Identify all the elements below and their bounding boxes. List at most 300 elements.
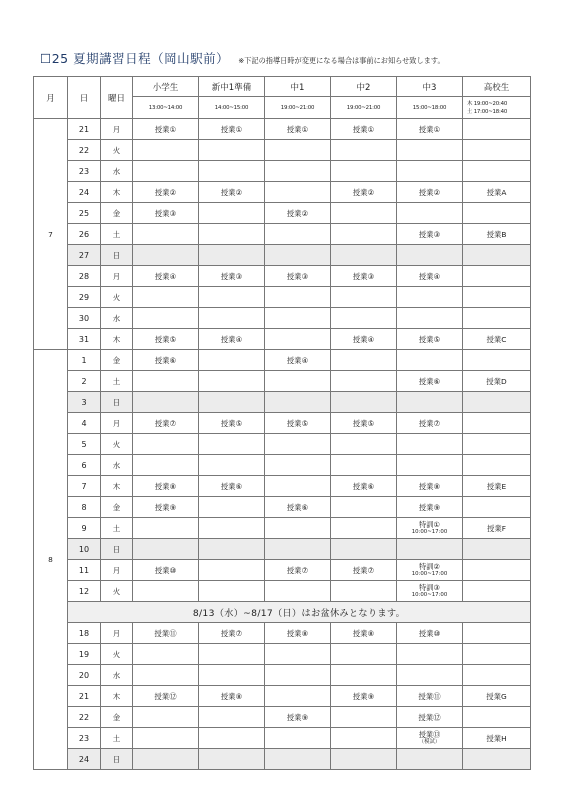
lesson-cell: 授業①	[199, 119, 265, 140]
lesson-cell	[133, 287, 199, 308]
weekday-cell: 月	[101, 119, 133, 140]
weekday-cell: 火	[101, 434, 133, 455]
lesson-cell	[265, 728, 331, 749]
weekday-cell: 木	[101, 329, 133, 350]
table-row	[34, 497, 531, 518]
table-row	[34, 728, 531, 749]
lesson-cell: 授業③	[133, 203, 199, 224]
lesson-label: 授業⑬	[418, 730, 441, 739]
lesson-cell	[331, 707, 397, 728]
lesson-cell	[331, 665, 397, 686]
header-course: 高校生	[463, 77, 531, 97]
lesson-cell	[463, 497, 531, 518]
lesson-cell	[133, 161, 199, 182]
lesson-cell: 授業③	[331, 266, 397, 287]
lesson-cell: 授業C	[463, 329, 531, 350]
lesson-cell	[265, 539, 331, 560]
lesson-cell	[397, 560, 463, 581]
course-time-line: 木 19:00~20:40	[467, 100, 508, 107]
weekday-cell: 木	[101, 686, 133, 707]
weekday-cell: 月	[101, 266, 133, 287]
weekday-cell: 金	[101, 707, 133, 728]
header-course-time	[463, 97, 531, 119]
month-cell: 7	[34, 119, 68, 350]
lesson-cell	[199, 518, 265, 539]
lesson-cell	[199, 644, 265, 665]
weekday-cell: 水	[101, 665, 133, 686]
lesson-cell: 授業⑥	[133, 350, 199, 371]
lesson-cell: 授業⑦	[199, 623, 265, 644]
lesson-cell	[133, 140, 199, 161]
lesson-cell	[331, 518, 397, 539]
lesson-cell	[133, 371, 199, 392]
lesson-cell	[265, 287, 331, 308]
lesson-cell	[331, 497, 397, 518]
lesson-cell: 授業④	[397, 266, 463, 287]
table-row	[34, 581, 531, 602]
day-cell: 23	[68, 728, 101, 749]
schedule-note: ※下記の指導日時が変更になる場合は事前にお知らせ致します。	[238, 56, 445, 65]
lesson-cell	[331, 140, 397, 161]
lesson-cell: 授業③	[265, 266, 331, 287]
lesson-cell	[463, 623, 531, 644]
lesson-cell: 授業⑧	[133, 476, 199, 497]
lesson-label: 特訓②	[419, 562, 440, 571]
schedule-title: ☐25 夏期講習日程（岡山駅前）	[40, 51, 230, 66]
lesson-cell: 授業⑦	[331, 560, 397, 581]
header-row	[34, 77, 531, 97]
day-cell: 20	[68, 665, 101, 686]
weekday-cell: 金	[101, 497, 133, 518]
table-row	[34, 287, 531, 308]
header-month: 月	[34, 77, 68, 119]
table-row	[34, 665, 531, 686]
table-row	[34, 308, 531, 329]
lesson-cell: 授業⑤	[265, 413, 331, 434]
lesson-cell	[463, 581, 531, 602]
lesson-cell: 授業B	[463, 224, 531, 245]
lesson-cell	[133, 392, 199, 413]
lesson-cell: 授業⑫	[133, 686, 199, 707]
lesson-cell: 授業⑤	[331, 413, 397, 434]
lesson-cell: 授業①	[265, 119, 331, 140]
lesson-cell	[331, 161, 397, 182]
lesson-cell	[265, 665, 331, 686]
table-row	[34, 245, 531, 266]
lesson-detail: 10:00~17:00	[411, 571, 448, 577]
lesson-cell	[397, 581, 463, 602]
table-row	[34, 350, 531, 371]
lesson-cell	[199, 497, 265, 518]
lesson-cell	[331, 728, 397, 749]
lesson-cell	[133, 245, 199, 266]
lesson-cell	[133, 665, 199, 686]
lesson-cell	[199, 560, 265, 581]
lesson-cell: 授業⑦	[133, 413, 199, 434]
lesson-cell	[463, 560, 531, 581]
holiday-banner-row	[34, 602, 531, 623]
lesson-cell	[265, 686, 331, 707]
lesson-cell	[331, 203, 397, 224]
table-row	[34, 371, 531, 392]
header-weekday: 曜日	[101, 77, 133, 119]
lesson-cell	[331, 224, 397, 245]
header-course: 中2	[331, 77, 397, 97]
lesson-cell	[397, 665, 463, 686]
lesson-cell	[397, 308, 463, 329]
lesson-label: 特訓①	[419, 520, 440, 529]
table-row	[34, 119, 531, 140]
table-row	[34, 749, 531, 770]
lesson-cell	[331, 539, 397, 560]
lesson-cell: 授業⑥	[331, 476, 397, 497]
lesson-cell: 授業③	[397, 224, 463, 245]
lesson-cell: 授業④	[331, 329, 397, 350]
lesson-cell	[463, 434, 531, 455]
lesson-cell	[199, 371, 265, 392]
weekday-cell: 金	[101, 203, 133, 224]
weekday-cell: 木	[101, 476, 133, 497]
lesson-cell	[331, 434, 397, 455]
lesson-cell	[199, 392, 265, 413]
header-day: 日	[68, 77, 101, 119]
lesson-cell	[331, 371, 397, 392]
weekday-cell: 金	[101, 350, 133, 371]
lesson-cell	[397, 455, 463, 476]
lesson-cell: 授業④	[199, 329, 265, 350]
lesson-cell: 授業⑫	[397, 707, 463, 728]
table-row	[34, 434, 531, 455]
lesson-cell	[397, 140, 463, 161]
lesson-cell: 授業②	[133, 182, 199, 203]
lesson-cell	[199, 245, 265, 266]
day-cell: 4	[68, 413, 101, 434]
lesson-cell	[265, 140, 331, 161]
weekday-cell: 土	[101, 518, 133, 539]
lesson-cell	[463, 665, 531, 686]
lesson-cell	[265, 518, 331, 539]
lesson-cell	[265, 581, 331, 602]
lesson-cell	[397, 728, 463, 749]
day-cell: 12	[68, 581, 101, 602]
header-course: 新中1準備	[199, 77, 265, 97]
lesson-cell: 授業①	[397, 119, 463, 140]
weekday-cell: 火	[101, 581, 133, 602]
header-course-time: 19:00~21:00	[265, 97, 331, 119]
table-row	[34, 140, 531, 161]
header-course: 中3	[397, 77, 463, 97]
lesson-cell	[397, 287, 463, 308]
lesson-cell	[133, 224, 199, 245]
day-cell: 29	[68, 287, 101, 308]
lesson-cell: 授業⑤	[133, 329, 199, 350]
table-row	[34, 623, 531, 644]
lesson-cell	[463, 644, 531, 665]
day-cell: 27	[68, 245, 101, 266]
table-row	[34, 413, 531, 434]
lesson-cell	[397, 161, 463, 182]
day-cell: 10	[68, 539, 101, 560]
lesson-cell: 授業⑦	[265, 560, 331, 581]
lesson-cell: 授業⑦	[397, 413, 463, 434]
lesson-label: 特訓③	[419, 583, 440, 592]
lesson-cell: 授業⑥	[265, 497, 331, 518]
day-cell: 24	[68, 182, 101, 203]
lesson-cell	[199, 707, 265, 728]
lesson-cell	[397, 434, 463, 455]
lesson-cell	[463, 413, 531, 434]
lesson-cell	[463, 287, 531, 308]
lesson-cell: 授業E	[463, 476, 531, 497]
lesson-cell	[199, 728, 265, 749]
lesson-cell	[463, 749, 531, 770]
lesson-cell	[463, 539, 531, 560]
lesson-cell	[397, 518, 463, 539]
lesson-cell	[265, 308, 331, 329]
lesson-cell	[397, 539, 463, 560]
lesson-cell	[463, 308, 531, 329]
lesson-cell	[199, 455, 265, 476]
lesson-cell: 授業⑨	[331, 686, 397, 707]
day-cell: 21	[68, 686, 101, 707]
lesson-cell	[331, 644, 397, 665]
day-cell: 25	[68, 203, 101, 224]
lesson-cell	[265, 161, 331, 182]
weekday-cell: 日	[101, 539, 133, 560]
lesson-cell: 授業F	[463, 518, 531, 539]
lesson-cell: 授業⑧	[397, 476, 463, 497]
lesson-cell: 授業⑥	[397, 371, 463, 392]
day-cell: 23	[68, 161, 101, 182]
lesson-cell	[265, 392, 331, 413]
table-row	[34, 560, 531, 581]
lesson-cell	[133, 707, 199, 728]
lesson-cell: 授業⑩	[133, 560, 199, 581]
table-row	[34, 518, 531, 539]
lesson-cell	[397, 749, 463, 770]
weekday-cell: 月	[101, 560, 133, 581]
table-row	[34, 266, 531, 287]
day-cell: 19	[68, 644, 101, 665]
day-cell: 24	[68, 749, 101, 770]
weekday-cell: 火	[101, 287, 133, 308]
lesson-cell	[199, 224, 265, 245]
lesson-cell: 授業⑤	[397, 329, 463, 350]
weekday-cell: 水	[101, 161, 133, 182]
lesson-cell: 授業⑧	[199, 686, 265, 707]
table-row	[34, 224, 531, 245]
header-course: 中1	[265, 77, 331, 97]
lesson-cell	[463, 266, 531, 287]
table-row	[34, 203, 531, 224]
lesson-detail: 10:00~17:00	[411, 592, 448, 598]
table-row	[34, 455, 531, 476]
table-row	[34, 539, 531, 560]
lesson-cell	[133, 518, 199, 539]
table-row	[34, 329, 531, 350]
day-cell: 22	[68, 140, 101, 161]
lesson-cell	[133, 728, 199, 749]
lesson-cell	[199, 161, 265, 182]
day-cell: 26	[68, 224, 101, 245]
lesson-cell: 授業③	[199, 266, 265, 287]
header-course: 小学生	[133, 77, 199, 97]
lesson-cell: 授業⑧	[265, 623, 331, 644]
day-cell: 1	[68, 350, 101, 371]
day-cell: 9	[68, 518, 101, 539]
lesson-cell: 授業⑪	[133, 623, 199, 644]
lesson-cell	[463, 245, 531, 266]
course-time-line: 土 17:00~18:40	[467, 108, 508, 115]
table-row	[34, 644, 531, 665]
day-cell: 18	[68, 623, 101, 644]
lesson-cell	[463, 161, 531, 182]
day-cell: 7	[68, 476, 101, 497]
weekday-cell: 水	[101, 455, 133, 476]
lesson-cell	[133, 539, 199, 560]
lesson-cell	[199, 140, 265, 161]
day-cell: 11	[68, 560, 101, 581]
day-cell: 28	[68, 266, 101, 287]
day-cell: 8	[68, 497, 101, 518]
lesson-detail: （模試）	[418, 739, 441, 745]
lesson-cell: 授業⑨	[397, 497, 463, 518]
lesson-cell	[397, 245, 463, 266]
lesson-cell	[265, 455, 331, 476]
lesson-cell	[133, 749, 199, 770]
table-row	[34, 707, 531, 728]
lesson-cell: 授業⑥	[199, 476, 265, 497]
table-row	[34, 392, 531, 413]
header-course-time: 15:00~18:00	[397, 97, 463, 119]
day-cell: 31	[68, 329, 101, 350]
holiday-notice: 8/13（水）~8/17（日）はお盆休みとなります。	[68, 602, 531, 623]
lesson-cell	[331, 581, 397, 602]
weekday-cell: 日	[101, 392, 133, 413]
lesson-cell	[331, 455, 397, 476]
lesson-cell	[133, 644, 199, 665]
lesson-cell	[199, 749, 265, 770]
lesson-cell	[463, 119, 531, 140]
lesson-cell	[331, 287, 397, 308]
table-row	[34, 182, 531, 203]
weekday-cell: 火	[101, 140, 133, 161]
lesson-cell	[265, 182, 331, 203]
lesson-cell	[463, 455, 531, 476]
lesson-cell: 授業④	[265, 350, 331, 371]
lesson-cell	[199, 203, 265, 224]
lesson-cell	[199, 665, 265, 686]
lesson-cell: 授業H	[463, 728, 531, 749]
weekday-cell: 土	[101, 224, 133, 245]
weekday-cell: 土	[101, 728, 133, 749]
day-cell: 22	[68, 707, 101, 728]
lesson-cell	[265, 245, 331, 266]
header-course-time: 14:00~15:00	[199, 97, 265, 119]
lesson-cell: 授業②	[265, 203, 331, 224]
day-cell: 3	[68, 392, 101, 413]
weekday-cell: 火	[101, 644, 133, 665]
table-row	[34, 161, 531, 182]
lesson-cell	[133, 455, 199, 476]
lesson-cell	[463, 350, 531, 371]
header-course-time: 13:00~14:00	[133, 97, 199, 119]
lesson-cell: 授業A	[463, 182, 531, 203]
lesson-cell: 授業⑩	[397, 623, 463, 644]
lesson-cell	[199, 539, 265, 560]
lesson-cell: 授業G	[463, 686, 531, 707]
lesson-cell	[265, 749, 331, 770]
lesson-cell	[265, 371, 331, 392]
lesson-cell	[331, 308, 397, 329]
table-row	[34, 686, 531, 707]
lesson-cell	[265, 434, 331, 455]
table-row	[34, 476, 531, 497]
lesson-cell: 授業⑤	[199, 413, 265, 434]
lesson-cell: 授業②	[331, 182, 397, 203]
lesson-cell: 授業④	[133, 266, 199, 287]
lesson-cell	[463, 203, 531, 224]
lesson-cell	[331, 749, 397, 770]
day-cell: 30	[68, 308, 101, 329]
lesson-cell	[463, 140, 531, 161]
lesson-cell	[133, 581, 199, 602]
lesson-cell	[397, 203, 463, 224]
day-cell: 6	[68, 455, 101, 476]
lesson-cell: 授業⑨	[133, 497, 199, 518]
lesson-cell	[199, 287, 265, 308]
lesson-cell	[331, 245, 397, 266]
lesson-cell	[265, 329, 331, 350]
page-title	[40, 48, 445, 67]
lesson-cell	[199, 434, 265, 455]
lesson-cell	[199, 581, 265, 602]
day-cell: 21	[68, 119, 101, 140]
lesson-cell	[397, 392, 463, 413]
lesson-cell: 授業⑧	[331, 623, 397, 644]
header-course-time: 19:00~21:00	[331, 97, 397, 119]
lesson-cell	[397, 644, 463, 665]
lesson-cell: 授業②	[199, 182, 265, 203]
lesson-cell	[133, 434, 199, 455]
weekday-cell: 月	[101, 413, 133, 434]
lesson-cell: 授業D	[463, 371, 531, 392]
lesson-cell: 授業⑪	[397, 686, 463, 707]
lesson-cell	[265, 224, 331, 245]
lesson-cell	[265, 476, 331, 497]
lesson-cell: 授業⑨	[265, 707, 331, 728]
weekday-cell: 水	[101, 308, 133, 329]
lesson-cell	[463, 707, 531, 728]
lesson-cell	[397, 350, 463, 371]
lesson-cell: 授業②	[397, 182, 463, 203]
weekday-cell: 木	[101, 182, 133, 203]
day-cell: 5	[68, 434, 101, 455]
lesson-cell: 授業①	[133, 119, 199, 140]
lesson-cell	[199, 308, 265, 329]
weekday-cell: 日	[101, 749, 133, 770]
lesson-cell	[133, 308, 199, 329]
month-cell: 8	[34, 350, 68, 770]
weekday-cell: 月	[101, 623, 133, 644]
lesson-cell	[463, 392, 531, 413]
lesson-cell	[265, 644, 331, 665]
lesson-cell	[331, 350, 397, 371]
schedule-table	[33, 76, 531, 770]
day-cell: 2	[68, 371, 101, 392]
lesson-detail: 10:00~17:00	[411, 529, 448, 535]
lesson-cell	[331, 392, 397, 413]
